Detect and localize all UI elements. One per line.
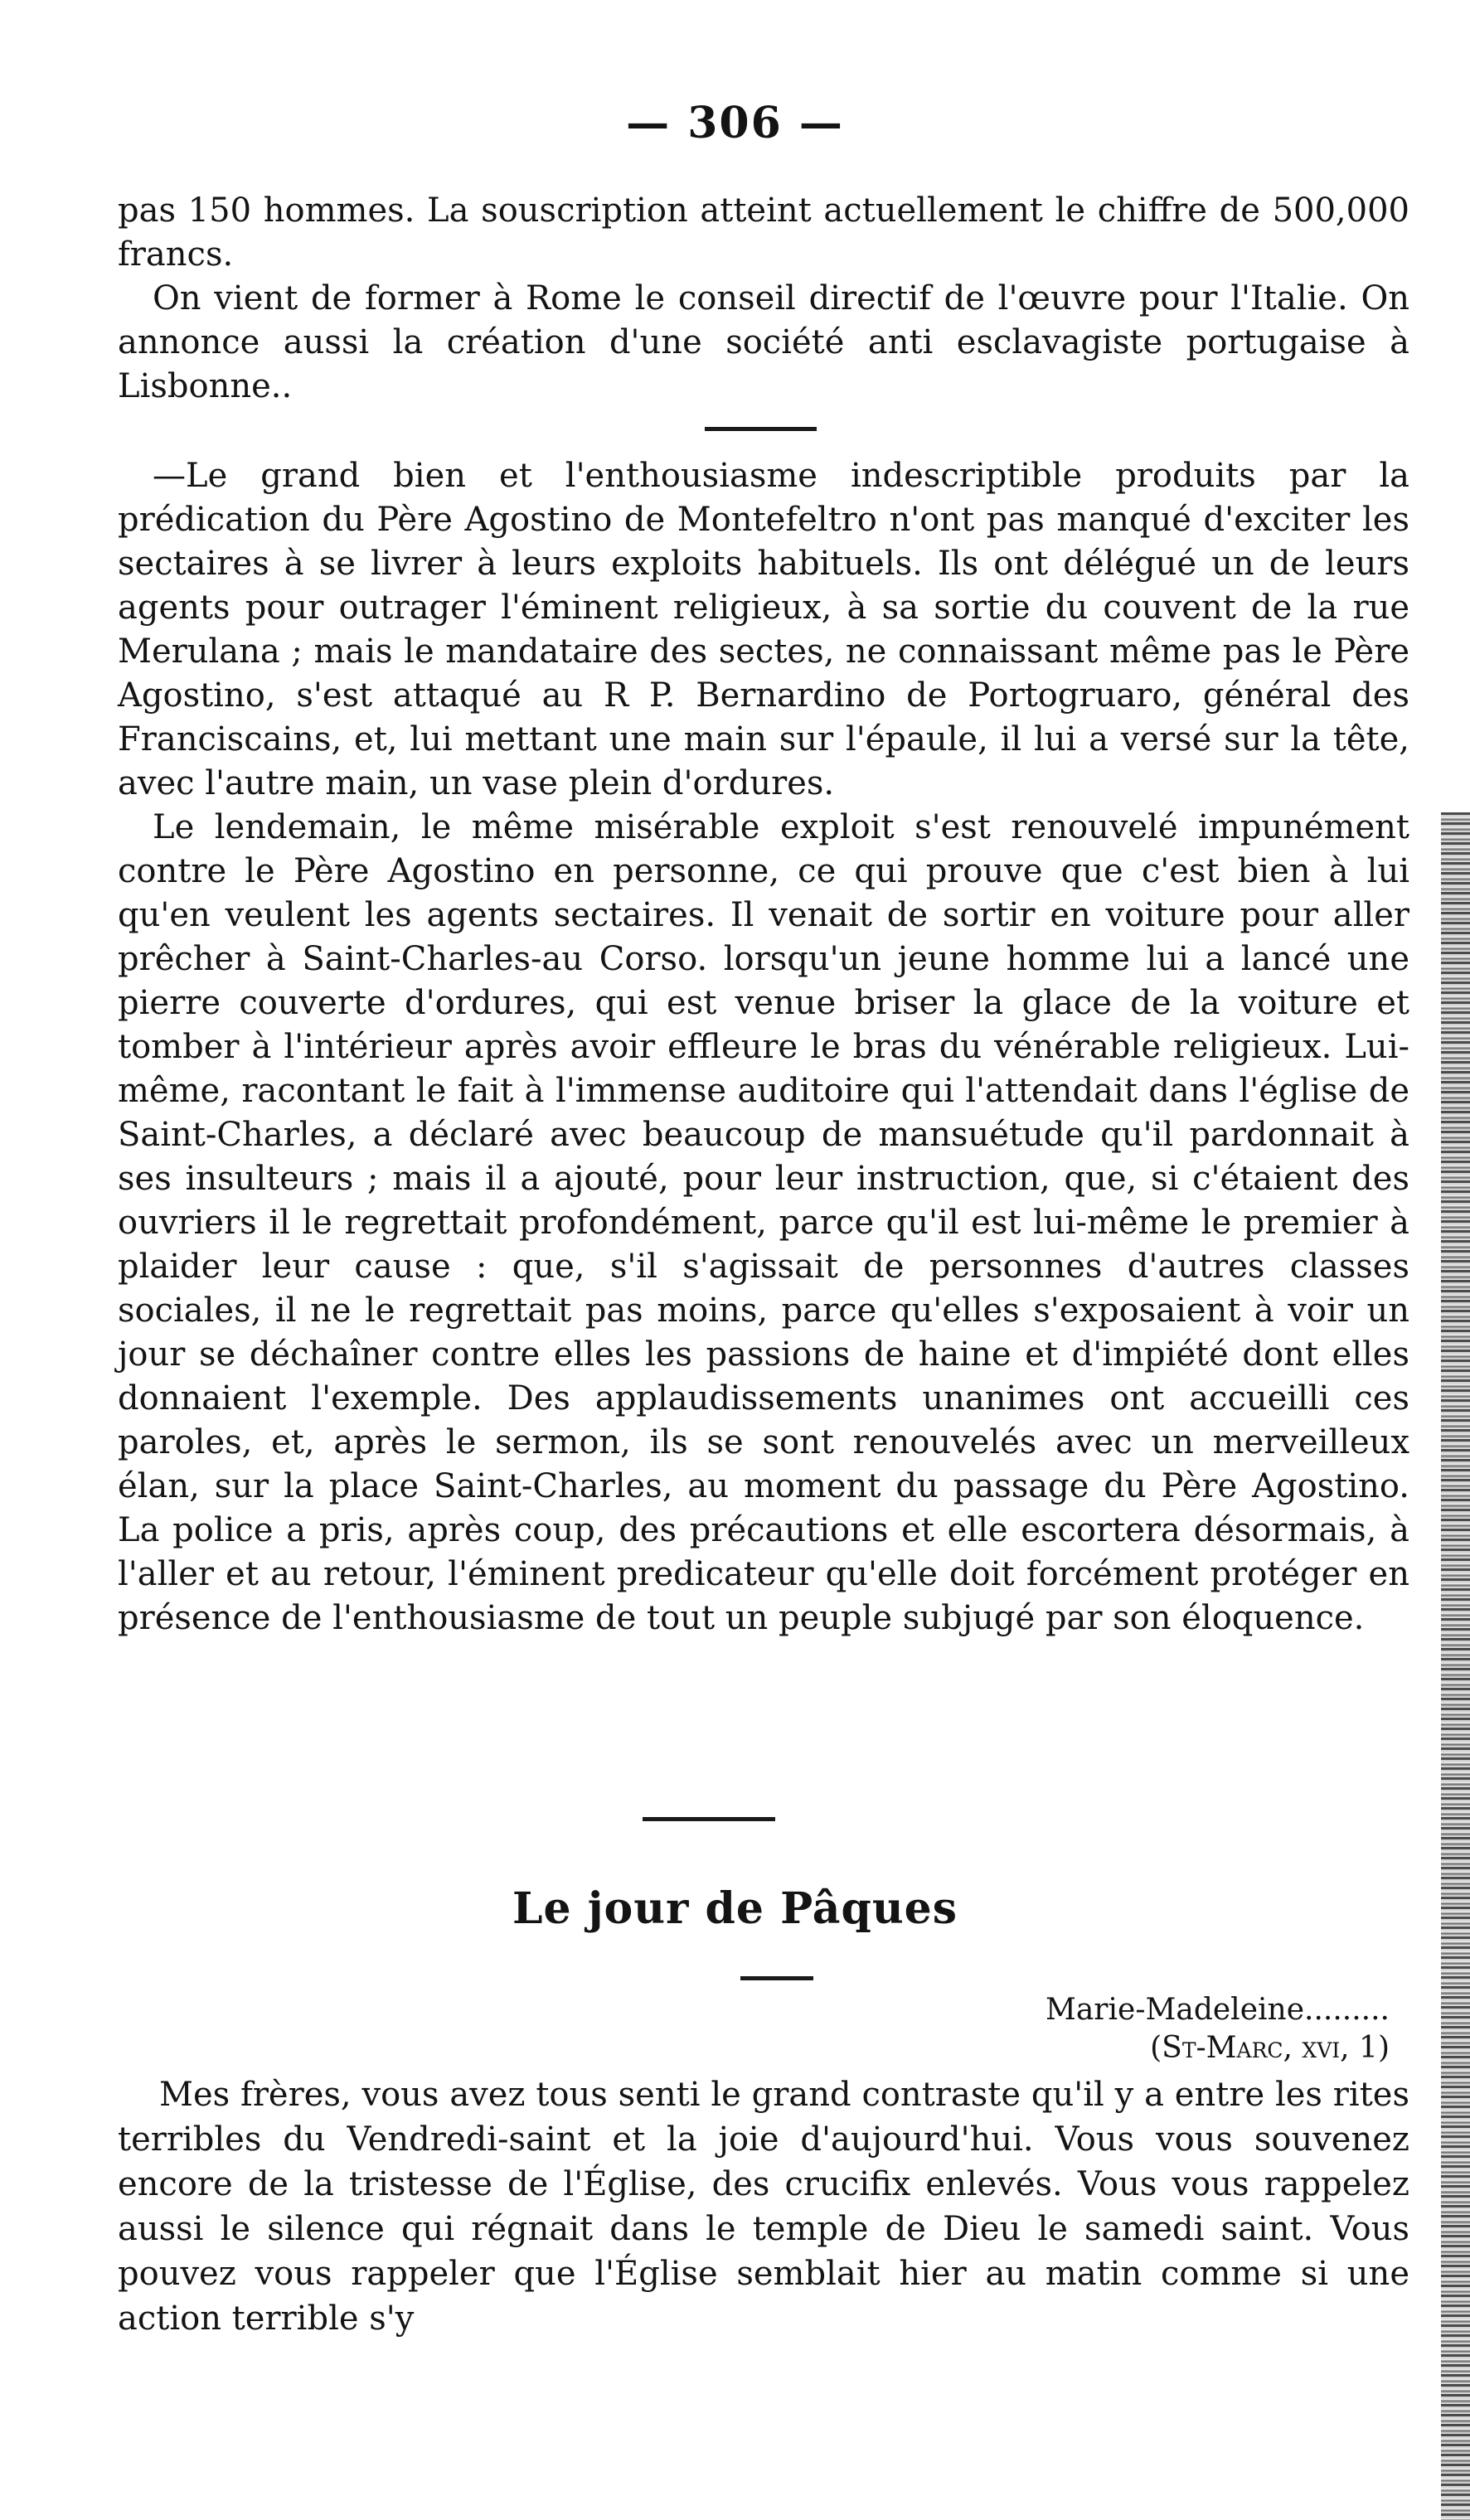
epigraph-reference: (St-Marc, xvi, 1) — [1150, 2031, 1390, 2065]
separator-rule — [705, 427, 817, 431]
paragraph-council-rome: On vient de former à Rome le conseil directif de l'œuvre pour l'Italie. On annonce aussi la création d'une société anti esclavagiste portugaise à Lisbonne.. — [118, 279, 1409, 405]
paragraph-sectaires: —Le grand bien et l'enthousiasme indescriptible produits par la prédication du Père Agostino de Montefeltro n'ont pas manqué d'exciter les sectaires à se livrer à leurs exploits habituels. Ils ont délégué un de leurs agents pour outrager l'éminent religieux, à sa sortie du couvent de la rue Merulana ; mais le mandataire des sectes, ne connaissant même pas le Père Agostino, s'est attaqué au R P. Bernardino de Portogruaro, général des Franciscains, et, lui mettant une main sur l'épaule, il lui a versé sur la tête, avec l'autre main, un vase plein d'ordures. — [118, 457, 1409, 802]
news-column-top — [118, 189, 1409, 409]
paragraph-subscription: pas 150 hommes. La souscription atteint actuellement le chiffre de 500,000 francs. — [118, 191, 1409, 274]
sermon-paragraph: Mes frères, vous avez tous senti le grand contraste qu'il y a entre les rites terribles du Vendredi-saint et la joie d'aujourd'hui. Vous vous souvenez encore de la tristesse de l'Église, des crucifix enlevés. Vous vous rappelez aussi le silence qui régnait dans le temple de Dieu le samedi saint. Vous pouvez vous rappeler que l'Église semblait hier au matin comme si une action terrible s'y — [118, 2076, 1409, 2338]
page-number: — 306 — — [626, 98, 844, 148]
title-underline — [740, 1976, 813, 1980]
epigraph-quote: Marie-Madeleine......... — [1045, 1993, 1390, 2027]
news-column-agostino — [118, 454, 1409, 1640]
separator-rule — [643, 1817, 775, 1821]
section-title: Le jour de Pâques — [512, 1883, 958, 1934]
page-binding-edge — [1441, 812, 1470, 2520]
sermon-text — [118, 2072, 1409, 2341]
paragraph-lendemain: Le lendemain, le même misérable exploit s'est renouvelé impunément contre le Père Agostino en personne, ce qui prouve que c'est bien à lui qu'en veulent les agents sectaires. Il venait de sortir en voiture pour aller prêcher à Saint-Charles-au Corso. lorsqu'un jeune homme lui a lancé une pierre couverte d'ordures, qui est venue briser la glace de la voiture et tomber à l'intérieur après avoir effleure le bras du vénérable religieux. Lui-même, racontant le fait à l'immense auditoire qui l'attendait dans l'église de Saint-Charles, a déclaré avec beaucoup de mansuétude qu'il pardonnait à ses insulteurs ; mais il a ajouté, pour leur instruction, que, si c'étaient des ouvriers il le regrettait profondément, parce qu'il est lui-même le premier à plaider leur cause : que, s'il s'agissait de personnes d'autres classes sociales, il ne le regrettait pas moins, parce qu'elles s'exposaient à voir un jour se déchaîner contre elles les passions de haine et d'impiété dont elles donnaient l'exemple. Des applaudissements unanimes ont accueilli ces paroles, et, après le sermon, ils se sont renouvelés avec un merveilleux élan, sur la place Saint-Charles, au moment du passage du Père Agostino. La police a pris, après coup, des précautions et elle escortera désormais, à l'aller et au retour, l'éminent predicateur qu'elle doit forcément protéger en présence de l'enthousiasme de tout un peuple subjugé par son éloquence. — [118, 808, 1409, 1637]
